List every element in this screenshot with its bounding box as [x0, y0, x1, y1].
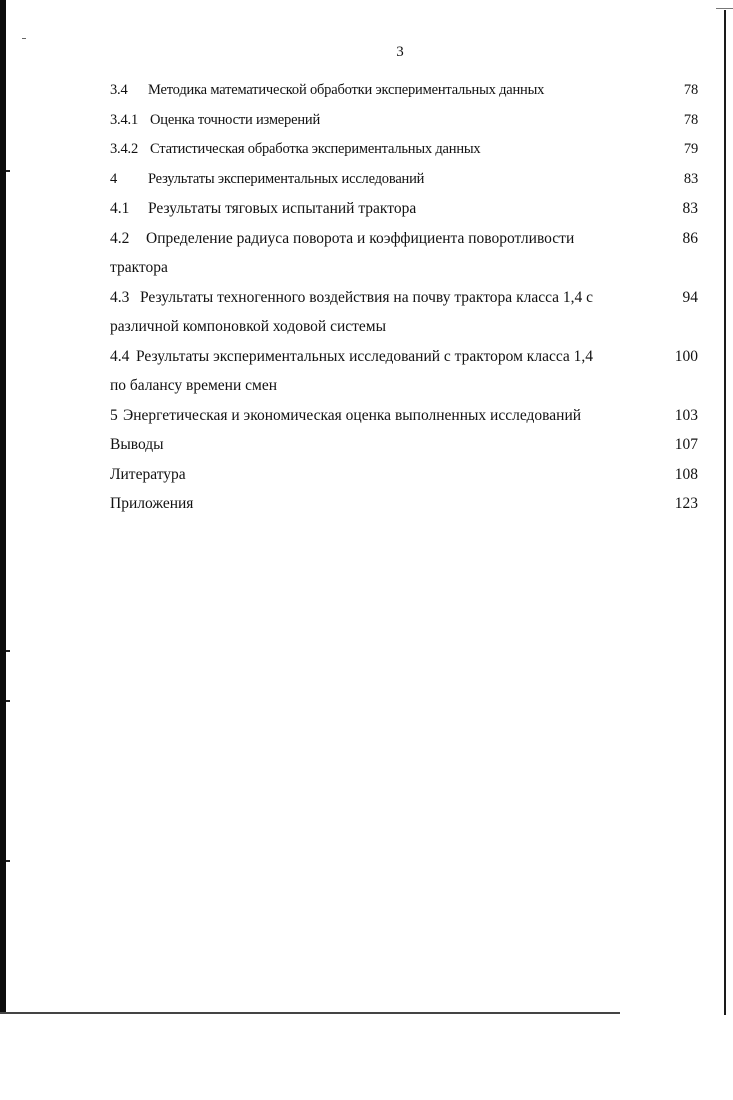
toc-entry-page: 83 — [682, 200, 698, 217]
toc-entry-number: 4.1 — [110, 200, 130, 217]
toc-entry-page: 86 — [682, 229, 698, 247]
toc-entry-page: 107 — [674, 436, 698, 453]
toc-entry-page: 108 — [674, 465, 698, 483]
toc-entry-title: Оценка точности измерений — [150, 111, 321, 128]
toc-entry-page: 123 — [674, 495, 698, 512]
toc-entry-title-continuation: различной компоновкой ходовой системы — [110, 318, 387, 335]
scan-mark — [22, 38, 26, 39]
toc-entry-title: Результаты техногенного воздействия на почву трактора класса 1,4 с — [140, 288, 594, 306]
toc-entry-page: 79 — [683, 141, 698, 157]
toc-entry-title: Результаты экспериментальных исследований — [148, 170, 425, 187]
scan-mark — [6, 700, 10, 702]
scan-right-edge — [724, 10, 726, 1015]
toc-entry-title: Выводы — [110, 436, 164, 453]
toc-entry-page: 78 — [683, 82, 698, 98]
toc-entry-page: 83 — [683, 170, 698, 187]
toc-entry-page: 100 — [674, 347, 698, 365]
toc-entry-title-continuation: по балансу времени смен — [110, 377, 277, 394]
toc-entry-number: 4 — [110, 170, 118, 187]
toc-entry-title: Статистическая обработка экспериментальных данных — [150, 141, 481, 157]
toc-entry-title: Приложения — [110, 495, 194, 512]
scan-mark — [6, 170, 10, 172]
page-number: 3 — [396, 44, 404, 60]
scan-mark — [716, 8, 733, 9]
toc-entry-number: 4.2 — [110, 229, 130, 247]
toc-entry-title: Результаты тяговых испытаний трактора — [148, 200, 417, 217]
scan-mark — [6, 650, 10, 652]
toc-entry-title: Литература — [110, 465, 186, 483]
toc-entry-title: Результаты экспериментальных исследований с трактором класса 1,4 — [136, 347, 594, 365]
toc-entry-number: 4.3 — [110, 288, 130, 306]
toc-entry-title: Методика математической обработки экспериментальных данных — [148, 82, 545, 98]
scan-mark — [6, 860, 10, 862]
toc-entry-page: 78 — [683, 111, 698, 128]
toc-entry-page: 94 — [682, 288, 698, 306]
toc-entry-number: 3.4.1 — [110, 111, 139, 128]
toc-entry-title: Энергетическая и экономическая оценка выполненных исследований — [123, 406, 582, 424]
toc-entry-page: 103 — [674, 406, 698, 424]
scan-bottom-edge — [0, 1012, 620, 1014]
toc-entry-number: 3.4.2 — [110, 141, 139, 157]
toc-entry-title: Определение радиуса поворота и коэффициента поворотливости — [146, 229, 575, 247]
toc-entry-title-continuation: трактора — [110, 259, 168, 276]
toc-entry-number: 5 — [110, 406, 118, 424]
toc-entry-number: 4.4 — [110, 347, 130, 365]
toc-entry-number: 3.4 — [110, 82, 128, 98]
